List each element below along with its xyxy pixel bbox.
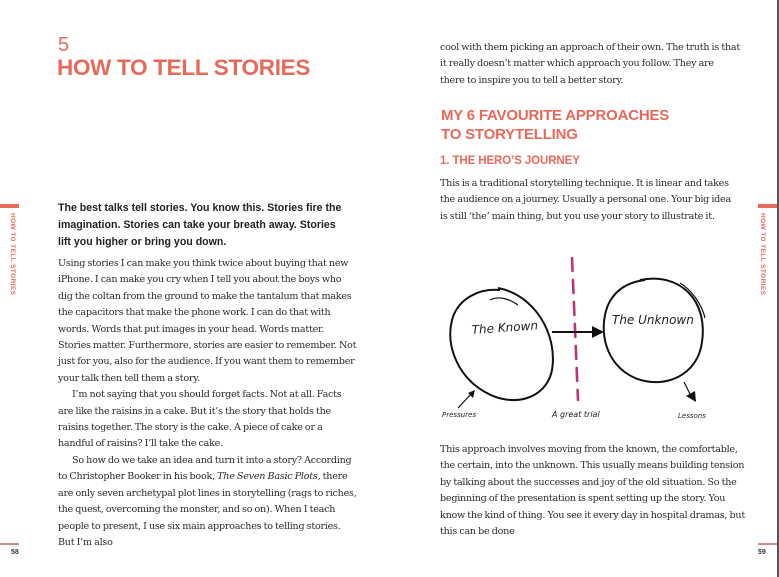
chapter-number: 5 (58, 34, 70, 56)
divider-dashed-line (572, 258, 578, 400)
lead-paragraph: The best talks tell stories. You know this. Stories fire the imagination. Stories can take your breath away. Stories lift you higher or bring you down. (58, 202, 342, 248)
pressures-label: Pressures (442, 411, 476, 419)
section-heading-line: TO STORYTELLING (441, 126, 578, 143)
section-heading-line: MY 6 FAVOURITE APPROACHES (441, 107, 670, 124)
left-page-number: 58 (11, 549, 19, 556)
diagram-svg (440, 250, 740, 430)
section-heading (441, 106, 669, 144)
left-side-tab-label: HOW TO TELL STORIES (9, 213, 16, 296)
body-paragraph: This approach involves moving from the known, the comfortable, the certain, into the unknown. This usually means building tension by talking about the successes and joy of the old situation. So the beginning of the presentation is spent setting up the story. You know the kind of thing. You see it every day in hospital dramas, but this can be done (440, 444, 745, 538)
body-paragraph (58, 453, 358, 551)
paragraph-text: So how do we take an idea and turn it into a story? According to Christopher Booker in his book, (58, 454, 352, 483)
right-intro-paragraph: cool with them picking an approach of their own. The truth is that it really doesn’t matter which approach you follow. They are there to inspire you to tell a better story. (440, 42, 740, 86)
left-body-text (58, 256, 358, 551)
great-trial-label: A great trial (552, 410, 600, 419)
known-label: The Known (471, 318, 539, 337)
right-side-tab-bar (758, 204, 777, 208)
body-paragraph: Using stories I can make you think twice about buying that new iPhone. I can make you cry when I tell you about the boys who dig the coltan from the ground to make the tantalum that makes the capacitors that make the phone work. I can do that with words. Words that put images in your head. Words matter. Stories matter. Furthermore, stories are easier to remember. Not just for you, also for the audience. If you want them to remember your talk then tell them a story. (58, 258, 357, 384)
left-folio-rule (0, 543, 19, 545)
heros-journey-diagram (440, 250, 740, 430)
known-circle-sketch-mark (490, 298, 518, 305)
body-paragraph: I’m not saying that you should forget facts. Not at all. Facts are like the raisins in a cake. But it’s the story that holds the raisins together. The story is the cake. A piece of cake or a handful of raisins? I’ll take the cake. (58, 389, 342, 450)
lessons-label: Lessons (678, 412, 706, 420)
right-page-number: 59 (758, 549, 766, 556)
paragraph-text: , there are only seven archetypal plot lines in storytelling (rags to riches, the quest, overcoming the monster, and so on). When I teach people to present, I use six main approaches to telling stories. But I’m also (58, 471, 357, 548)
lessons-arrow-head (686, 391, 696, 402)
journey-arrow-head (592, 326, 604, 338)
right-folio-rule (758, 543, 777, 545)
right-side-tab-label: HOW TO TELL STORIES (759, 213, 766, 296)
pressures-arrow-line (458, 393, 472, 408)
unknown-label: The Unknown (612, 313, 694, 327)
book-title: The Seven Basic Plots (217, 471, 318, 483)
unknown-circle (604, 279, 703, 382)
known-circle (450, 288, 553, 400)
left-side-tab-bar (0, 204, 19, 208)
chapter-title: HOW TO TELL STORIES (57, 55, 311, 80)
subsection-heading: 1. THE HERO’S JOURNEY (440, 155, 580, 167)
body-paragraph: This is a traditional storytelling technique. It is linear and takes the audience on a journey. Usually a personal one. Your big idea is still ‘the’ main thing, but you use your story to illustrate it. (440, 178, 731, 222)
